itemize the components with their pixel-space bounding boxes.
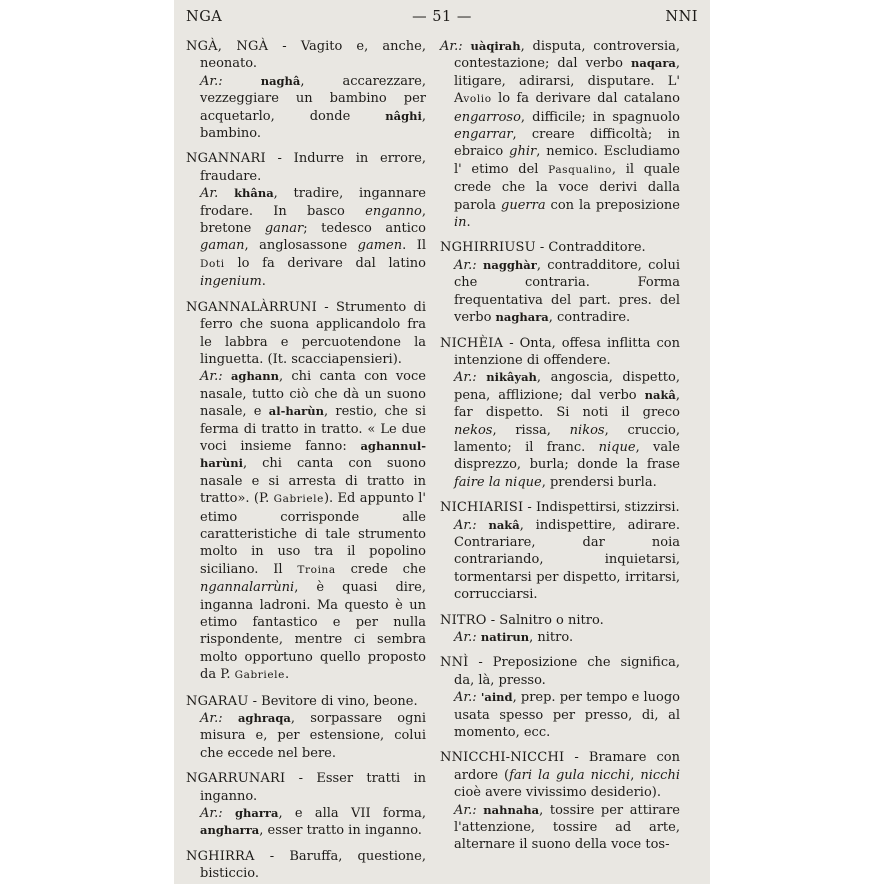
entry-text: , chi canta con voce nasale, tutto ciò che dà un suono nasale, e — [200, 369, 426, 420]
entry-headword: NGÀ, NGÀ — [186, 39, 269, 54]
arabic-term: natirun — [480, 630, 530, 644]
header-left-guideword: NGA — [186, 9, 223, 25]
arabic-term: nikâyah — [486, 370, 537, 385]
entry-text: , bretone — [200, 203, 426, 237]
entry-definition — [440, 335, 680, 370]
entry-text: - Esser tratti in inganno. — [200, 771, 426, 804]
entry-text: - Salnitro o nitro. — [486, 612, 604, 628]
entry-definition — [186, 38, 426, 73]
entry-definition — [440, 749, 680, 801]
dictionary-entry — [186, 848, 426, 883]
dictionary-entry — [440, 335, 680, 492]
dictionary-entry — [440, 499, 680, 603]
italic-text: ngannalarrùni — [200, 580, 295, 596]
entry-etymology — [440, 802, 680, 854]
entry-headword: NGHIRRIUSU — [440, 240, 536, 256]
entry-headword: NGARAU — [186, 693, 249, 709]
italic-text: nekos — [454, 422, 493, 438]
italic-text: in — [454, 215, 467, 231]
author-name: volio — [463, 93, 492, 106]
entry-text: , — [630, 767, 641, 783]
italic-text: engarroso — [454, 109, 521, 125]
arabic-term: naghara — [495, 310, 549, 325]
entry-text: , contradditore, colui che contraria. Forma frequentativa del part. pres. del verbo — [454, 257, 680, 326]
italic-text: nikos — [569, 422, 605, 438]
dictionary-entry — [440, 749, 680, 853]
entry-text — [477, 370, 487, 385]
entry-etymology — [440, 689, 680, 741]
author-name: Troina — [297, 563, 336, 576]
entry-text — [223, 806, 235, 821]
entry-text: , far dispetto. Si noti il greco — [454, 387, 680, 421]
entry-text: - Strumento di ferro che suona applicandolo fra le labbra e percuotendone la linguetta. (It. scacciapensieri). — [200, 299, 426, 367]
italic-text: enganno — [365, 203, 422, 219]
entry-text: , nitro. — [529, 630, 574, 645]
dictionary-entry — [440, 38, 680, 231]
italic-text: Ar.: — [200, 73, 223, 89]
arabic-term: al-harùn — [268, 404, 324, 419]
entry-text: - Vagito e, anche, neonato. — [200, 39, 426, 72]
italic-text: nicchi — [640, 767, 680, 783]
entry-text: . — [261, 274, 266, 290]
entry-definition — [186, 848, 426, 883]
italic-text: fari la gula nicchi — [509, 767, 631, 783]
dictionary-entry — [440, 654, 680, 741]
entry-text — [477, 518, 489, 533]
entry-headword: NNÌ — [440, 655, 469, 671]
entry-definition — [440, 499, 680, 516]
arabic-term: angharra — [200, 823, 260, 838]
entry-etymology — [440, 257, 680, 327]
entry-text: - Onta, offesa inflitta con intenzione di offendere. — [454, 335, 680, 368]
arabic-term: uàqirah — [470, 39, 521, 53]
arabic-term: naqara — [631, 56, 676, 71]
entry-definition — [440, 38, 680, 231]
italic-text: Ar.: — [454, 257, 477, 273]
entry-text: , tossire per attirare l'attenzione, tossire ad arte, alternare il suono della voce tos- — [454, 802, 680, 853]
entry-text: , accarezzare, vezzeggiare un bambino per acquetarlo, donde — [200, 73, 426, 124]
entry-text: , è quasi dire, inganna ladroni. Ma questo è un etimo fantastico e per nulla rispondente, mentre ci sembra molto opportuno quello proposto da P. — [200, 580, 426, 683]
entry-text: - Baruffa, questione, bisticcio. — [200, 848, 426, 882]
entry-text: , angoscia, dispetto, pena, afflizione; dal verbo — [454, 370, 680, 403]
dictionary-entry — [186, 38, 426, 142]
entry-etymology — [440, 369, 680, 491]
entry-definition — [440, 239, 680, 256]
italic-text: faire la nique — [454, 474, 542, 490]
author-name: Gabriele — [234, 669, 285, 682]
entry-text: - Preposizione che significa, da, là, presso. — [454, 655, 680, 688]
entry-text: . Il — [402, 238, 427, 254]
entry-text: , e alla VII forma, — [278, 806, 426, 822]
italic-text: ingenium — [200, 274, 262, 290]
entry-text: ). Ed appunto l' etimo corrisponde alle caratteristiche di tale strumento molto in uso tra il popolino siciliano. Il — [200, 491, 426, 577]
entry-headword: NGARRUNARI — [186, 771, 286, 787]
entry-definition — [186, 770, 426, 805]
entry-text: - Bevitore di vino, beone. — [248, 693, 418, 709]
entry-text — [218, 186, 234, 201]
entry-text: , contradire. — [548, 310, 631, 326]
entry-text: - Contradditore. — [535, 240, 646, 256]
entry-text: , tradire, ingannare frodare. In basco — [200, 186, 426, 219]
author-name: Doti — [200, 257, 225, 270]
entry-text: , disputa, controversia, contestazione; dal verbo — [454, 39, 680, 72]
entry-text: lo fa derivare dal latino — [224, 255, 426, 271]
italic-text: guerra — [501, 197, 546, 213]
arabic-term: aghann — [230, 369, 279, 384]
entry-text: lo fa derivare dal catalano — [491, 91, 680, 107]
entry-text: . — [466, 215, 471, 231]
arabic-term: nakâ — [488, 517, 520, 532]
entry-text: , esser tratto in inganno. — [259, 823, 422, 839]
entry-text — [223, 711, 238, 726]
italic-text: Ar.: — [200, 711, 223, 727]
entry-etymology — [440, 629, 680, 646]
entry-definition — [186, 299, 426, 369]
entry-headword: NICHIARISI — [440, 500, 524, 516]
entry-headword: NGANNARI — [186, 151, 266, 167]
arabic-term: nâghi — [385, 108, 422, 123]
entry-text: - Bramare con ardore ( — [454, 750, 680, 783]
italic-text: gamen — [357, 238, 403, 254]
entry-text: , rissa, — [492, 422, 570, 438]
page-header — [186, 9, 698, 29]
entry-text: , prendersi burla. — [541, 474, 657, 490]
entry-definition — [186, 150, 426, 185]
entry-etymology — [186, 805, 426, 840]
italic-text: Ar. — [200, 186, 219, 202]
entry-etymology — [186, 710, 426, 762]
entry-headword: NGANNALÀRRUNI — [186, 299, 317, 315]
entry-text: , sorpassare ogni misura e, per estensione, colui che eccede nel bere. — [200, 711, 426, 761]
italic-text: Ar.: — [454, 690, 477, 706]
entry-text: , litigare, adirarsi, disputare. L' A — [454, 56, 680, 107]
entry-text: , creare difficoltà; in ebraico — [454, 127, 680, 160]
left-column — [186, 38, 426, 891]
italic-text: Ar.: — [454, 370, 477, 386]
entry-etymology — [186, 185, 426, 290]
dictionary-entry — [186, 299, 426, 685]
italic-text: Ar.: — [454, 517, 477, 533]
entry-text: , difficile; in spagnuolo — [520, 109, 680, 125]
arabic-term: naghâ — [260, 73, 301, 88]
arabic-term: aghannul-harùni — [200, 438, 426, 471]
italic-text: gaman — [200, 238, 245, 254]
entry-text: , bambino. — [200, 108, 426, 142]
italic-text: Ar.: — [454, 630, 477, 645]
arabic-term: nakâ — [644, 387, 676, 402]
entry-headword: NGHIRRA — [186, 848, 255, 864]
italic-text: engarrar — [454, 127, 513, 143]
entry-text: con la preposizione — [545, 197, 680, 213]
entry-text: , vale disprezzo, burla; donde la frase — [454, 439, 680, 473]
entry-text: . — [284, 667, 290, 683]
entry-text: ; tedesco antico — [303, 221, 426, 237]
entry-text: , cruccio, lamento; il franc. — [454, 422, 680, 455]
dictionary-page — [174, 0, 710, 884]
italic-text: ganar — [264, 221, 304, 237]
entry-text: , anglosassone — [244, 238, 358, 254]
arabic-term: nagghàr — [483, 257, 537, 272]
entry-text: , restio, che si ferma di tratto in tratto. « Le due voci insieme fanno: — [200, 404, 426, 454]
entry-text: - Indispettirsi, stizzirsi. — [523, 500, 680, 516]
entry-etymology — [186, 368, 426, 684]
italic-text: nique — [598, 439, 636, 455]
entry-headword: NICHÈIA — [440, 335, 504, 351]
entry-text — [223, 74, 261, 89]
entry-headword: NITRO — [440, 612, 487, 628]
italic-text: Ar.: — [200, 806, 223, 822]
arabic-term: nahnaha — [483, 802, 540, 817]
arabic-term: 'aind — [480, 690, 513, 705]
entry-text — [223, 369, 231, 384]
entry-text: , il quale crede che la voce derivi dalla parola — [454, 161, 680, 213]
author-name: Pasqualino — [548, 163, 612, 176]
dictionary-entry — [186, 770, 426, 840]
entry-definition — [440, 654, 680, 689]
entry-etymology — [440, 517, 680, 604]
dictionary-entry — [186, 150, 426, 290]
italic-text: ghir — [509, 144, 537, 160]
italic-text: Ar.: — [440, 39, 463, 54]
entry-text — [463, 39, 471, 54]
dictionary-entry — [440, 239, 680, 326]
header-right-guideword: NNI — [665, 9, 698, 25]
entry-definition — [440, 612, 680, 629]
italic-text: Ar.: — [200, 369, 223, 385]
entry-text: crede che — [335, 561, 426, 577]
dictionary-entry — [186, 693, 426, 763]
arabic-term: aghraqa — [237, 711, 291, 726]
entry-text: , indispettire, adirare. Contrariare, dar noia contrariando, inquietarsi, tormentarsi per dispetto, irritarsi, corrucciarsi. — [454, 517, 680, 603]
entry-headword: NNICCHI-NICCHI — [440, 750, 565, 766]
right-column — [440, 38, 680, 862]
entry-definition — [186, 693, 426, 710]
arabic-term: gharra — [235, 806, 279, 821]
dictionary-entry — [440, 612, 680, 647]
entry-text: , nemico. Escludiamo l' etimo del — [454, 144, 680, 177]
author-name: Gabriele — [273, 493, 324, 506]
entry-text: - Indurre in errore, fraudare. — [200, 151, 426, 184]
page-number: — 51 — — [412, 9, 472, 25]
entry-text: , prep. per tempo e luogo usata spesso per presso, di, al momento, ecc. — [454, 690, 680, 741]
arabic-term: khâna — [234, 186, 274, 201]
entry-text: , chi canta con suono nasale e si arresta di tratto in tratto». (P. — [200, 456, 426, 507]
entry-etymology — [186, 73, 426, 143]
entry-text: cioè avere vivissimo desiderio). — [454, 785, 661, 801]
italic-text: Ar.: — [454, 802, 477, 818]
